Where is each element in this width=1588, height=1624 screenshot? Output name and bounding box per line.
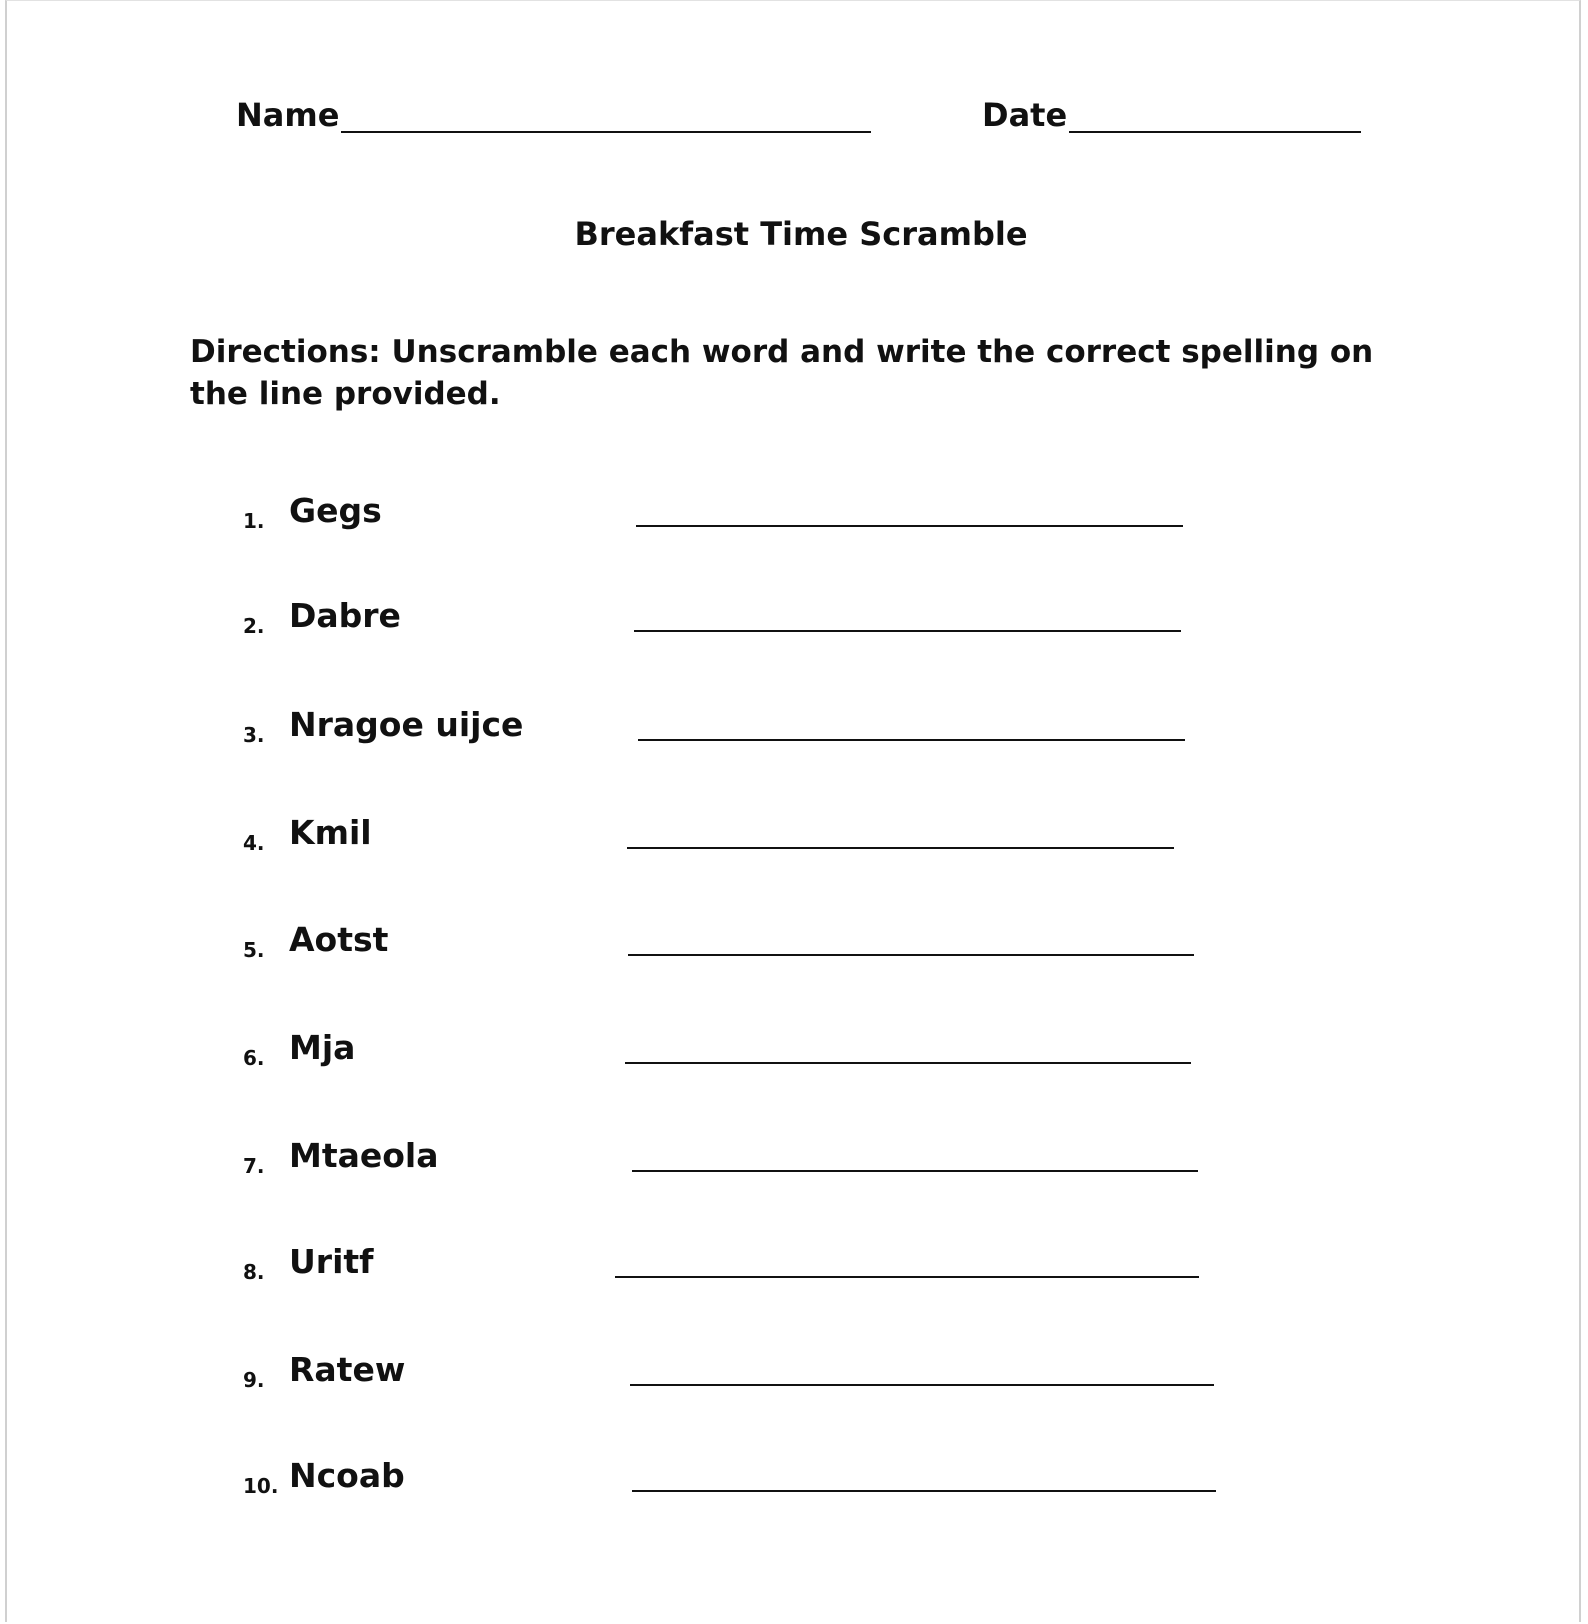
item-number: 1. xyxy=(243,509,265,533)
answer-line[interactable] xyxy=(630,1384,1214,1386)
scrambled-word: Mtaeola xyxy=(289,1136,439,1175)
scrambled-word: Mja xyxy=(289,1028,356,1067)
scrambled-word: Ncoab xyxy=(289,1456,405,1495)
item-number: 8. xyxy=(243,1260,265,1284)
name-label: Name xyxy=(236,96,340,134)
answer-line[interactable] xyxy=(628,954,1194,956)
list-item xyxy=(7,1026,1579,1086)
answer-line[interactable] xyxy=(615,1276,1199,1278)
item-number: 2. xyxy=(243,614,265,638)
scrambled-word: Kmil xyxy=(289,813,372,852)
list-item xyxy=(7,594,1579,654)
answer-line[interactable] xyxy=(627,847,1174,849)
answer-line[interactable] xyxy=(636,525,1183,527)
item-number: 6. xyxy=(243,1046,265,1070)
item-number: 9. xyxy=(243,1368,265,1392)
list-item xyxy=(7,1348,1579,1408)
item-number: 3. xyxy=(243,723,265,747)
worksheet-title: Breakfast Time Scramble xyxy=(574,215,1028,253)
scrambled-word: Ratew xyxy=(289,1350,406,1389)
list-item xyxy=(7,1454,1579,1514)
list-item xyxy=(7,489,1579,549)
scrambled-word: Dabre xyxy=(289,596,401,635)
list-item xyxy=(7,1240,1579,1300)
answer-line[interactable] xyxy=(625,1062,1191,1064)
scramble-list xyxy=(7,1,1579,1622)
item-number: 4. xyxy=(243,831,265,855)
list-item xyxy=(7,703,1579,763)
scrambled-word: Aotst xyxy=(289,920,389,959)
answer-line[interactable] xyxy=(632,1490,1216,1492)
answer-line[interactable] xyxy=(632,1170,1198,1172)
item-number: 7. xyxy=(243,1154,265,1178)
answer-line[interactable] xyxy=(634,630,1181,632)
worksheet-page xyxy=(5,0,1581,1622)
directions-text: Directions: Unscramble each word and write the correct spelling on the line provided. xyxy=(190,334,1374,412)
scrambled-word: Gegs xyxy=(289,491,382,530)
item-number: 10. xyxy=(243,1474,279,1498)
item-number: 5. xyxy=(243,938,265,962)
list-item xyxy=(7,918,1579,978)
scrambled-word: Uritf xyxy=(289,1242,374,1281)
list-item xyxy=(7,811,1579,871)
answer-line[interactable] xyxy=(638,739,1185,741)
date-label: Date xyxy=(982,96,1068,134)
list-item xyxy=(7,1134,1579,1194)
scrambled-word: Nragoe uijce xyxy=(289,705,524,744)
